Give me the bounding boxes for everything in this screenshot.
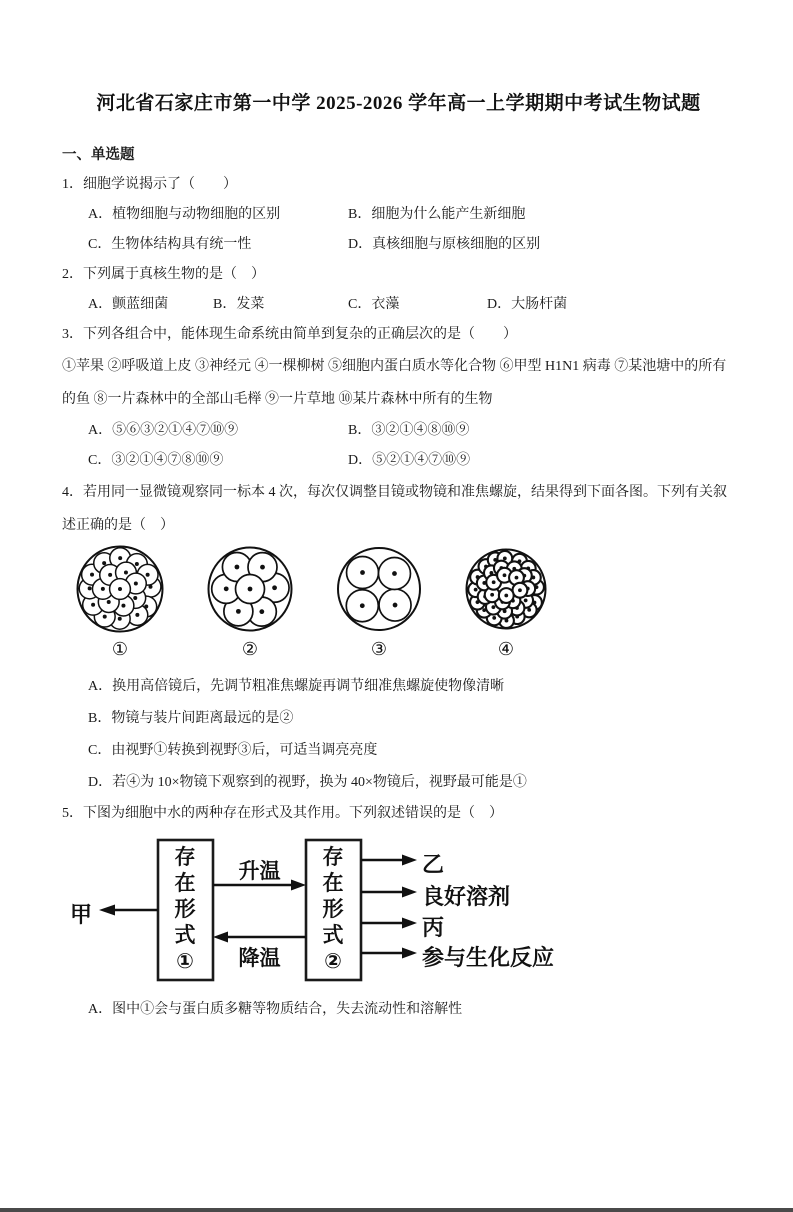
microscope-views-figure (64, 542, 735, 667)
viewfield-4 (467, 550, 546, 629)
option-b: B．物镜与装片间距离最远的是② (88, 711, 294, 726)
question-3-stem: 3．下列各组合中，能体现生命系统由简单到复杂的正确层次的是（ ） (62, 327, 517, 342)
option-b: B．细胞为什么能产生新细胞 (348, 207, 526, 222)
form-2-box-label: 存在形式② (322, 846, 344, 973)
viewfield-2-label: ② (241, 639, 259, 659)
left-output-label: 甲 (70, 902, 93, 927)
question-2 (62, 260, 735, 320)
question-4-stem: 4．若用同一显微镜观察同一标本 4 次，每次仅调整目镜或物镜和准焦螺旋，结果得到下面各图。下列有关叙述正确的是（ ） (62, 485, 727, 533)
question-2-stem: 2．下列属于真核生物的是（ ） (62, 267, 265, 282)
viewfield-1 (78, 547, 163, 632)
option-d: D．若④为 10×物镜下观察到的视野，换为 40×物镜后，视野最可能是① (88, 775, 527, 790)
option-b: B．③②①④⑧⑩⑨ (348, 423, 470, 438)
option-c: C．衣藻 (348, 297, 400, 312)
question-3-options (62, 416, 735, 476)
question-1-options (62, 200, 735, 260)
section-header: 一、单选题 (62, 147, 135, 163)
option-d: D．真核细胞与原核细胞的区别 (348, 237, 541, 252)
cooling-label: 降温 (238, 947, 281, 970)
option-a: A．⑤⑥③②①④⑦⑩⑨ (88, 423, 239, 438)
viewfield-2 (209, 548, 292, 631)
question-5 (62, 799, 735, 1025)
water-forms-diagram (62, 837, 622, 987)
viewfield-1-label: ① (111, 639, 129, 659)
viewfield-3 (338, 548, 420, 630)
option-a: A．图中①会与蛋白质多糖等物质结合，失去流动性和溶解性 (88, 1002, 463, 1017)
output-arrow-3-head (402, 918, 417, 929)
option-a: A．换用高倍镜后，先调节粗准焦螺旋再调节细准焦螺旋使物像清晰 (88, 679, 505, 694)
exam-paper-page (0, 90, 793, 1025)
question-4-options (62, 671, 735, 799)
arrow-to-jia-head (99, 905, 115, 916)
heating-label: 升温 (238, 860, 281, 883)
question-2-options (62, 290, 735, 320)
option-c: C．由视野①转换到视野③后，可适当调亮亮度 (88, 743, 378, 758)
cooling-arrow-head (213, 932, 228, 943)
question-3 (62, 320, 735, 476)
option-a: A．植物细胞与动物细胞的区别 (88, 207, 281, 222)
output-arrow-1-head (402, 855, 417, 866)
question-5-options (62, 995, 735, 1025)
form-1-box-label: 存在形式① (174, 846, 196, 973)
question-3-items: ①苹果 ②呼吸道上皮 ③神经元 ④一棵柳树 ⑤细胞内蛋白质水等化合物 ⑥甲型 H1N1 病毒 ⑦某池塘中的所有的鱼 ⑧一片森林中的全部山毛榉 ⑨一片草地 ⑩某片森林中所有的生物 (62, 359, 727, 407)
option-a: A．颤蓝细菌 (88, 297, 169, 312)
question-5-stem: 5．下图为细胞中水的两种存在形式及其作用。下列叙述错误的是（ ） (62, 806, 503, 821)
option-c: C．生物体结构具有统一性 (88, 237, 252, 252)
output-label-1: 乙 (422, 852, 445, 877)
output-label-3: 丙 (422, 915, 445, 940)
output-arrow-4-head (402, 948, 417, 959)
option-b: B．发菜 (213, 297, 265, 312)
output-arrow-2-head (402, 887, 417, 898)
viewfield-3-label: ③ (370, 639, 388, 659)
microscope-figure-svg (64, 542, 584, 662)
page-title: 河北省石家庄市第一中学 2025-2026 学年高一上学期期中考试生物试题 (96, 93, 701, 114)
page-bottom-border (0, 1208, 793, 1212)
option-d: D．大肠杆菌 (487, 297, 568, 312)
question-1-stem: 1．细胞学说揭示了（ ） (62, 177, 237, 192)
viewfield-4-label: ④ (497, 639, 515, 659)
question-4 (62, 476, 735, 799)
output-label-4: 参与生化反应 (422, 945, 555, 970)
output-label-2: 良好溶剂 (422, 884, 511, 909)
option-d: D．⑤②①④⑦⑩⑨ (348, 453, 471, 468)
option-c: C．③②①④⑦⑧⑩⑨ (88, 453, 224, 468)
question-1 (62, 170, 735, 260)
